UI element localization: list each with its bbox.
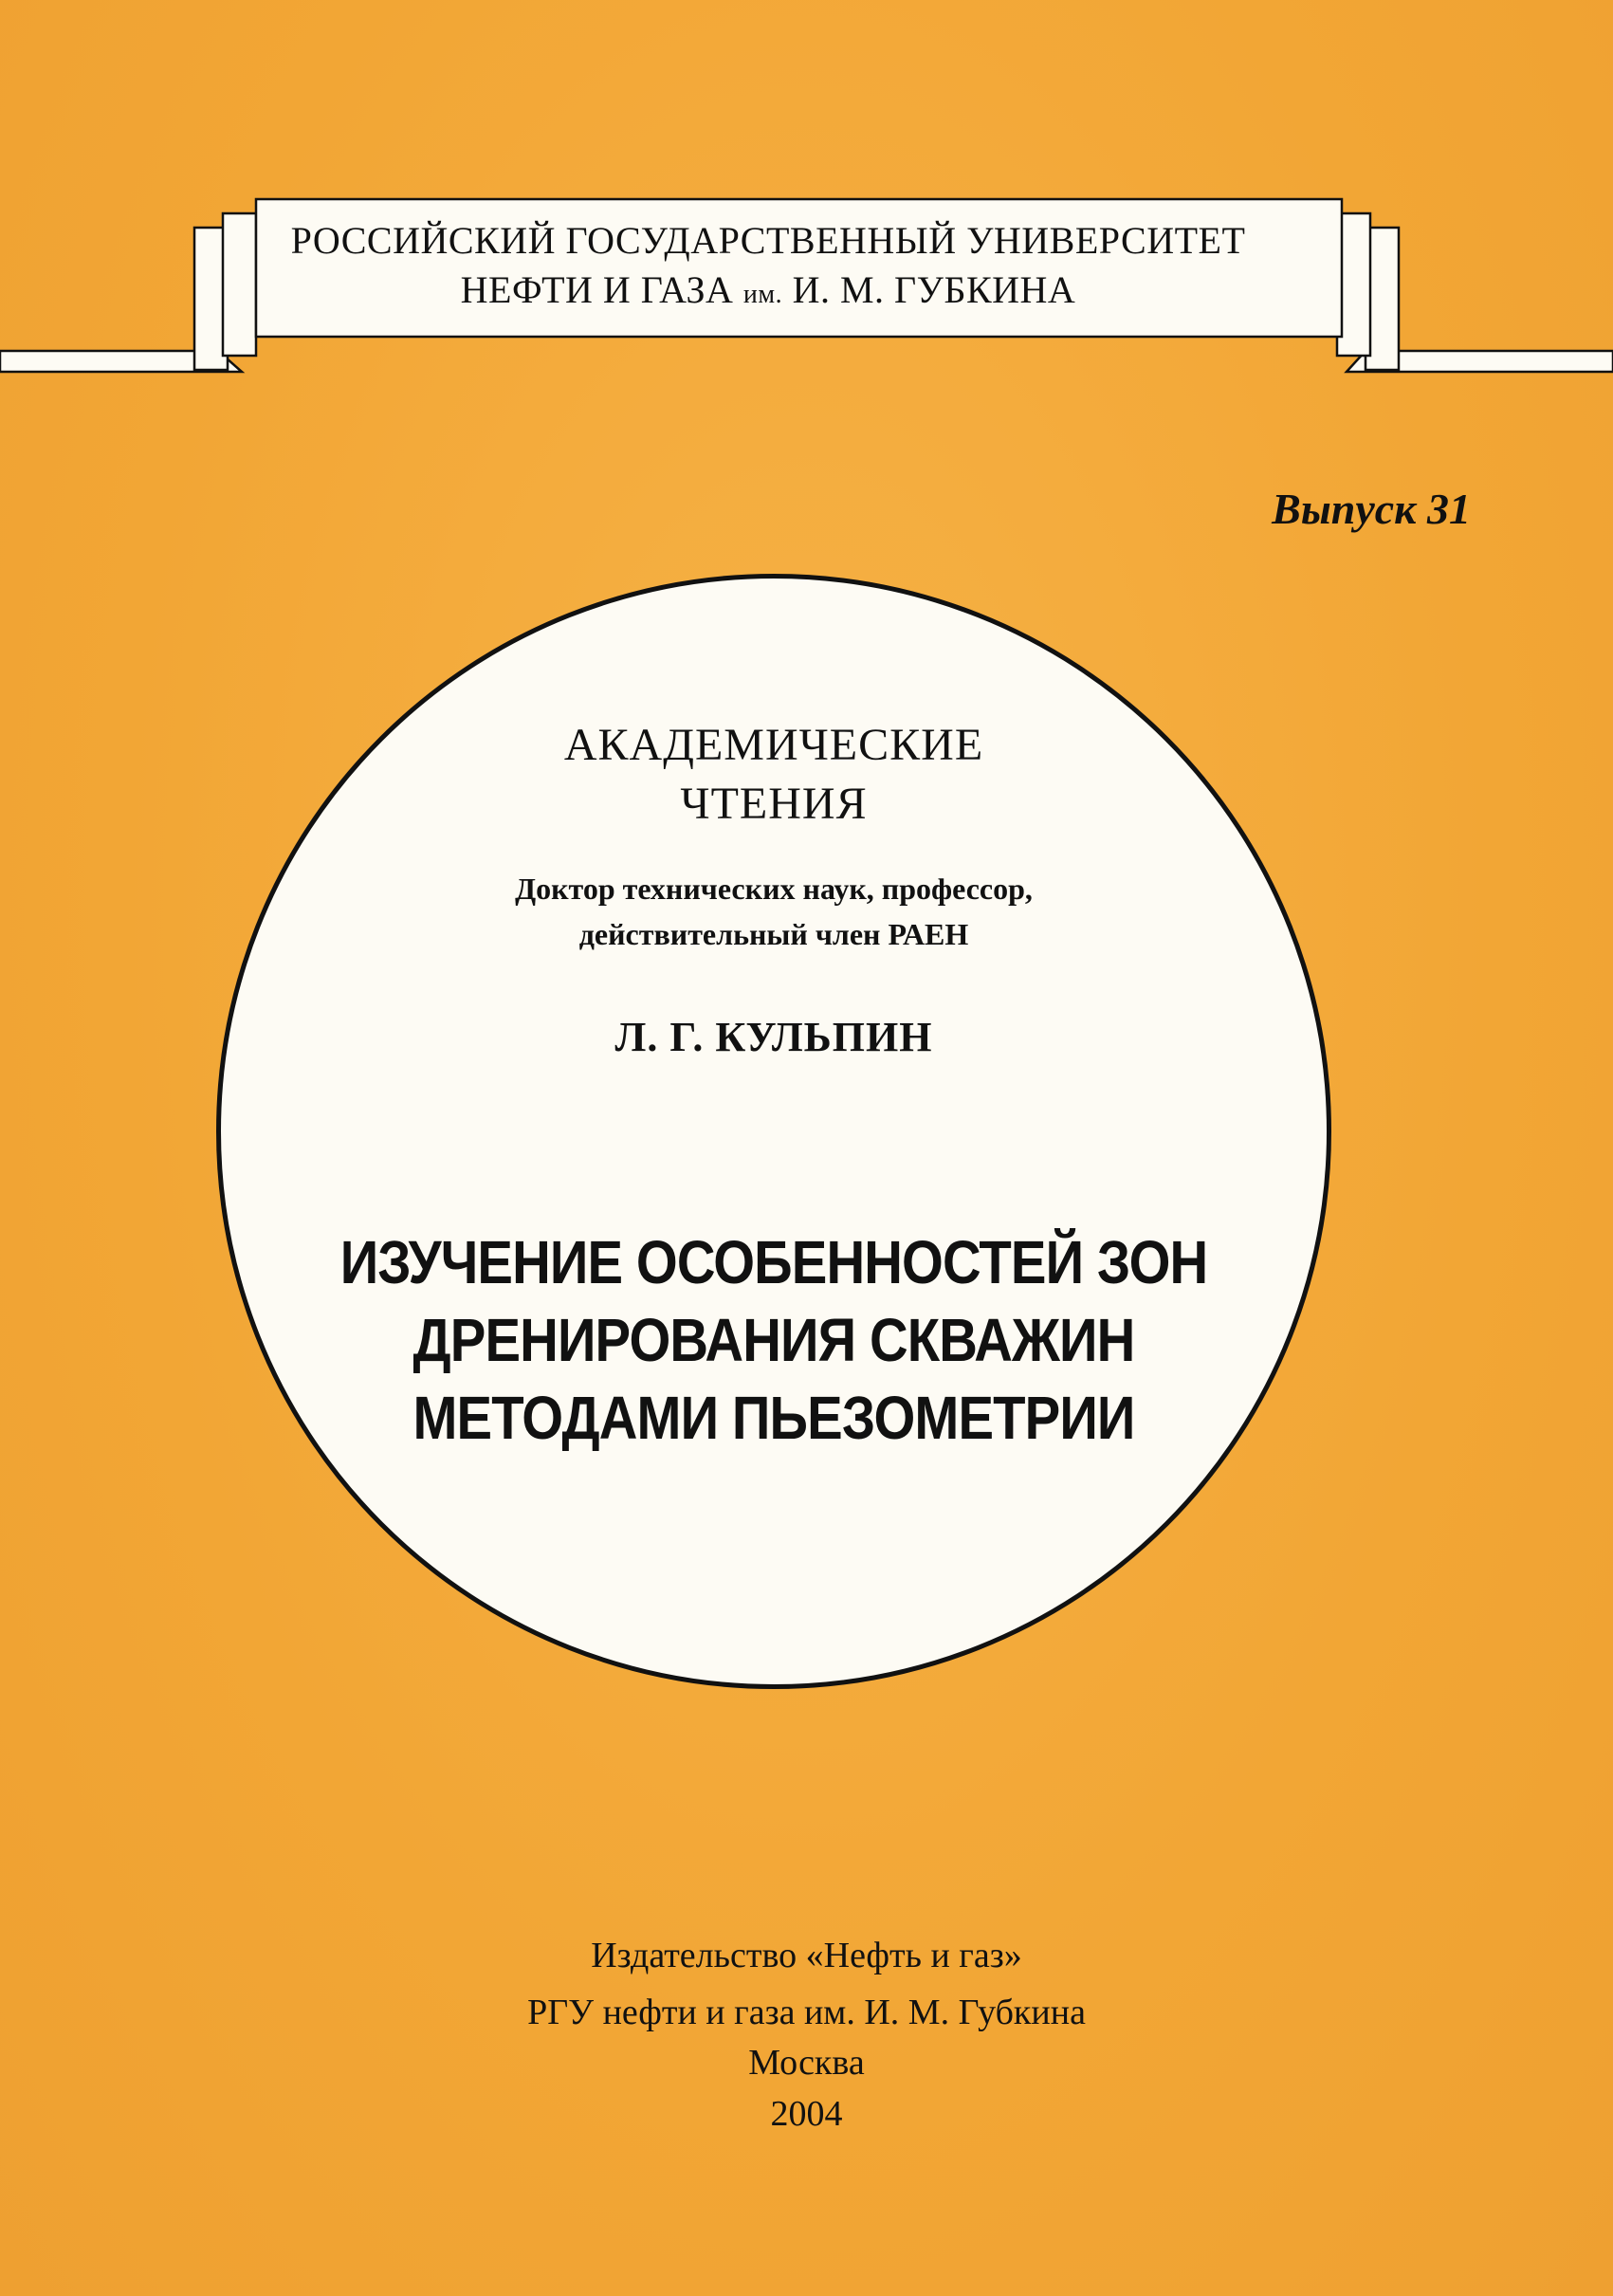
year: 2004 [770,2094,843,2134]
author-name: Л. Г. КУЛЬПИН [614,1014,933,1060]
university-name-line2 [275,266,1261,320]
publisher-line1: Издательство «Нефть и газ» [591,1936,1022,1975]
publisher [0,1927,1613,2041]
university-name-line2-main: НЕФТИ И ГАЗА [460,268,734,311]
university-name-line2-abbr: им. [742,280,783,309]
university-name-line1: РОССИЙСКИЙ ГОСУДАРСТВЕННЫЙ УНИВЕРСИТЕТ [290,219,1246,262]
degree-line1: Доктор технических наук, профессор, [515,872,1033,906]
banner-left-fold-middle [223,213,256,356]
city: Москва [748,2043,865,2083]
degree-line2: действительный член РАЕН [578,917,969,951]
title-line1: ИЗУЧЕНИЕ ОСОБЕННОСТЕЙ ЗОН [339,1228,1208,1296]
title-line3: МЕТОДАМИ ПЬЕЗОМЕТРИИ [412,1384,1135,1452]
author-degree [216,866,1331,957]
university-name-line2-end: И. М. ГУБКИНА [792,268,1076,311]
publisher-line2: РГУ нефти и газа им. И. М. Губкина [527,1993,1086,2032]
series-title [216,716,1331,834]
issue-number: Выпуск 31 [1272,485,1471,533]
book-title [284,1223,1265,1457]
university-name [275,216,1261,320]
series-line2: ЧТЕНИЯ [680,779,868,829]
series-line1: АКАДЕМИЧЕСКИЕ [563,720,984,770]
title-line2: ДРЕНИРОВАНИЯ СКВАЖИН [412,1306,1135,1374]
imprint [0,2037,1613,2140]
